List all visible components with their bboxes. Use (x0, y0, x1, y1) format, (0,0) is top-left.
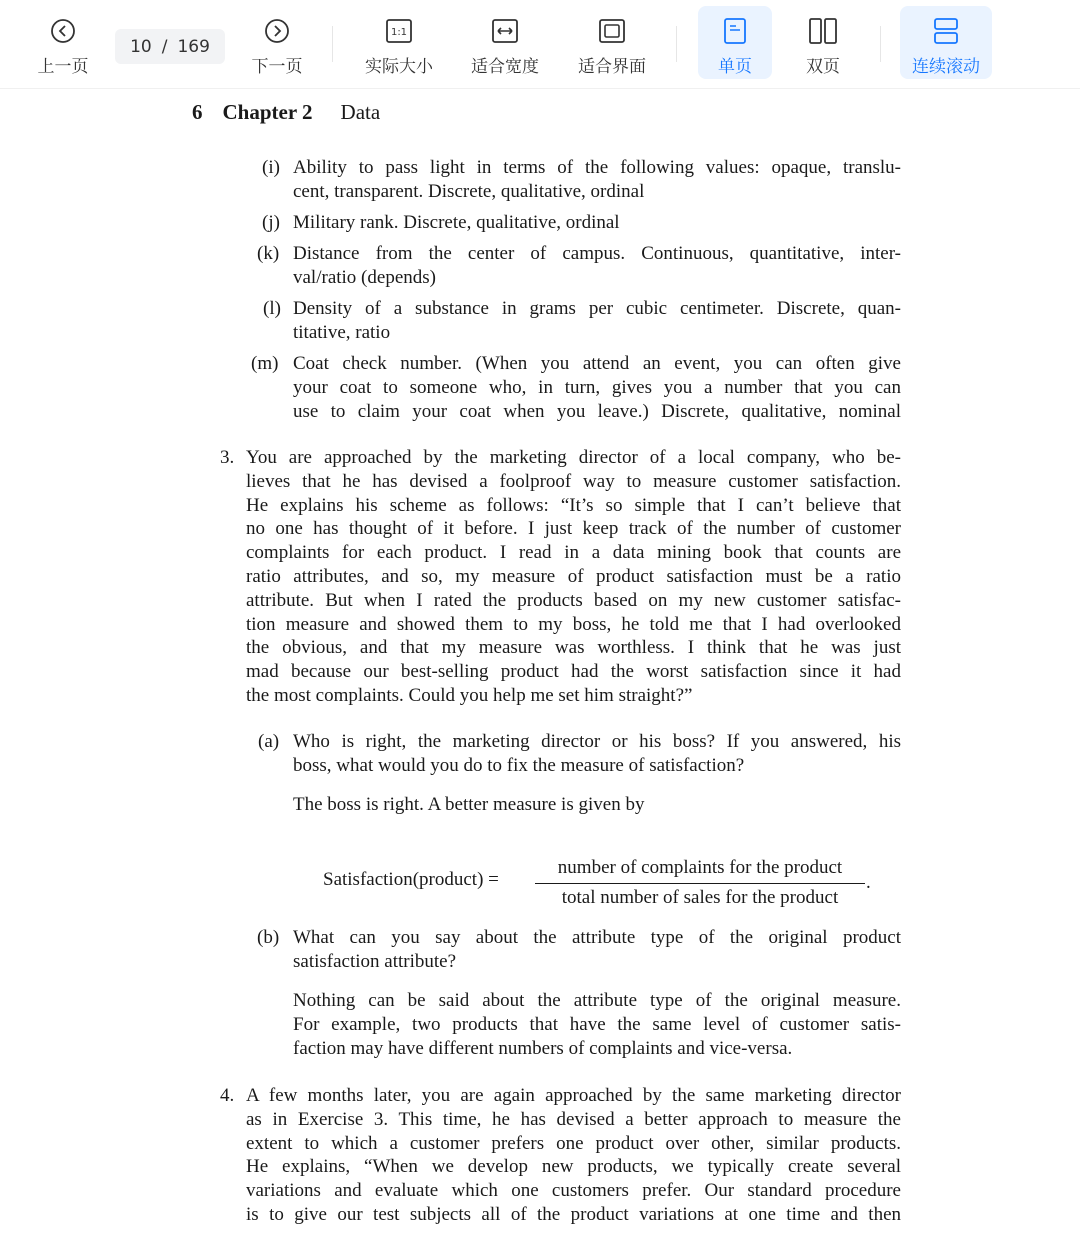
text-line: You are approached by the marketing director of a local company, who be- (246, 447, 901, 468)
text-line: cent, transparent. Discrete, qualitative, ordinal (293, 180, 645, 202)
prev-page-label: 上一页 (37, 57, 89, 77)
text-line: mad because our best-selling product had the worst satisfaction since it had (246, 661, 901, 683)
text-line: titative, ratio (293, 321, 391, 343)
item-label: (b) (257, 927, 280, 948)
text-line: Military rank. Discrete, qualitative, ordinal (293, 212, 620, 233)
text-line: faction may have different numbers of complaints and vice-versa. (293, 1037, 793, 1059)
double-page-button[interactable] (788, 6, 858, 79)
next-page-button[interactable] (244, 6, 310, 79)
formula-denominator: total number of sales for the product (561, 887, 839, 908)
actual-size-button[interactable] (358, 6, 440, 79)
formula-period: . (866, 872, 871, 893)
pdf-toolbar (0, 0, 1080, 89)
text-line: Nothing can be said about the attribute type of the original measure. (293, 990, 901, 1011)
text-line: no one has thought of it before. I just keep track of the number of customer (246, 518, 901, 540)
text-line: Distance from the center of campus. Continuous, quantitative, inter- (293, 243, 901, 264)
text-line: the most complaints. Could you help me set him straight?” (246, 684, 693, 706)
item-label: (i) (262, 157, 280, 178)
item-label: (j) (262, 212, 280, 233)
text-line: satisfaction attribute? (293, 950, 457, 972)
sub-question-b (293, 926, 901, 974)
text-line: Who is right, the marketing director or his boss? If you answered, his (293, 731, 901, 752)
item-label: (m) (251, 353, 279, 374)
text-line: the obvious, and that my measure was worthless. I think that he was just (246, 637, 901, 659)
chapter-header (192, 100, 380, 125)
fit-page-label: 适合界面 (578, 57, 646, 77)
text-line: For example, two products that have the same level of customer satis- (293, 1013, 901, 1035)
text-line: your coat to someone who, in turn, gives you a number that you can (293, 376, 901, 398)
text-line: Density of a substance in grams per cubic centimeter. Discrete, quan- (293, 298, 901, 319)
text-line: use to claim your coat when you leave.) Discrete, qualitative, nominal (293, 400, 901, 422)
text-line: He explains his scheme as follows: “It’s so simple that I can’t believe that (246, 494, 901, 516)
text-line: as in Exercise 3. This time, he has devised a better approach to measure the (246, 1108, 901, 1130)
total-pages: 169 (177, 36, 210, 57)
list-item (293, 297, 901, 345)
list-item (293, 242, 901, 290)
toolbar-divider (676, 26, 677, 62)
fit-width-icon (489, 15, 521, 47)
fit-page-icon (596, 15, 628, 47)
item-label: (a) (258, 731, 280, 752)
next-page-label: 下一页 (251, 57, 303, 77)
single-page-button[interactable] (698, 6, 772, 79)
page-separator: / (161, 36, 168, 57)
chevron-right-circle-icon (261, 15, 293, 47)
text-line: complaints for each product. I read in a data mining book that counts are (246, 542, 901, 564)
fit-page-button[interactable] (571, 6, 653, 79)
page-number: 6 (192, 100, 203, 124)
text-line: attribute. But when I rated the products based on my new customer satisfac- (246, 589, 901, 611)
double-page-icon (807, 15, 839, 47)
prev-page-button[interactable] (30, 6, 96, 79)
formula-fraction (535, 857, 865, 909)
fraction-bar (535, 883, 865, 884)
formula-lhs: Satisfaction(product) = (323, 869, 499, 890)
text-line: variations and evaluate which one customers prefer. Our standard procedure (246, 1180, 901, 1202)
text-line: Ability to pass light in terms of the following values: opaque, translu- (293, 157, 901, 178)
question-4-text (246, 1084, 901, 1227)
text-line: val/ratio (depends) (293, 266, 436, 288)
toolbar-divider (880, 26, 881, 62)
single-page-label: 单页 (718, 57, 752, 77)
text-line: is to give our test subjects all of the product variations at one time and then (246, 1203, 901, 1225)
question-3-text (246, 446, 901, 708)
continuous-scroll-button[interactable] (900, 6, 992, 79)
chapter-title: Data (340, 100, 381, 124)
formula-numerator: number of complaints for the product (557, 857, 843, 878)
text-line: A few months later, you are again approached by the same marketing director (246, 1085, 901, 1106)
continuous-scroll-label: 连续滚动 (912, 57, 980, 77)
fit-width-label: 适合宽度 (471, 57, 539, 77)
list-item (293, 211, 901, 235)
answer-b (293, 989, 901, 1060)
question-number: 4. (220, 1085, 235, 1106)
text-line: He explains, “When we develop new products, we typically create several (246, 1156, 901, 1178)
svg-text:1:1: 1:1 (390, 27, 408, 38)
text-line: extent to which a customer prefers one product over other, similar products. (246, 1132, 901, 1154)
double-page-label: 双页 (806, 57, 840, 77)
text-line: tion measure and showed them to my boss, he told me that I had overlooked (246, 613, 901, 635)
single-page-icon (719, 15, 751, 47)
question-number: 3. (220, 447, 235, 468)
text-line: ratio attributes, and so, my measure of product satisfaction must be a ratio (246, 565, 901, 587)
chevron-left-circle-icon (47, 15, 79, 47)
actual-size-label: 实际大小 (365, 57, 433, 77)
text-line: lieves that he has devised a foolproof way to measure customer satisfaction. (246, 470, 901, 492)
page-indicator[interactable] (115, 29, 225, 64)
answer-a: The boss is right. A better measure is given by (293, 794, 645, 815)
chapter-label: Chapter 2 (222, 100, 313, 124)
list-item (293, 156, 901, 204)
sub-question-a (293, 730, 901, 778)
toolbar-divider (332, 26, 333, 62)
item-label: (k) (257, 243, 280, 264)
text-line: boss, what would you do to fix the measure of satisfaction? (293, 754, 745, 776)
list-item (293, 352, 901, 423)
continuous-scroll-icon (930, 15, 962, 47)
actual-size-icon (383, 15, 415, 47)
text-line: What can you say about the attribute type of the original product (293, 927, 901, 948)
fit-width-button[interactable] (464, 6, 546, 79)
current-page-number[interactable]: 10 (130, 36, 152, 57)
item-label: (l) (263, 298, 281, 319)
text-line: Coat check number. (When you attend an event, you can often give (293, 353, 901, 374)
